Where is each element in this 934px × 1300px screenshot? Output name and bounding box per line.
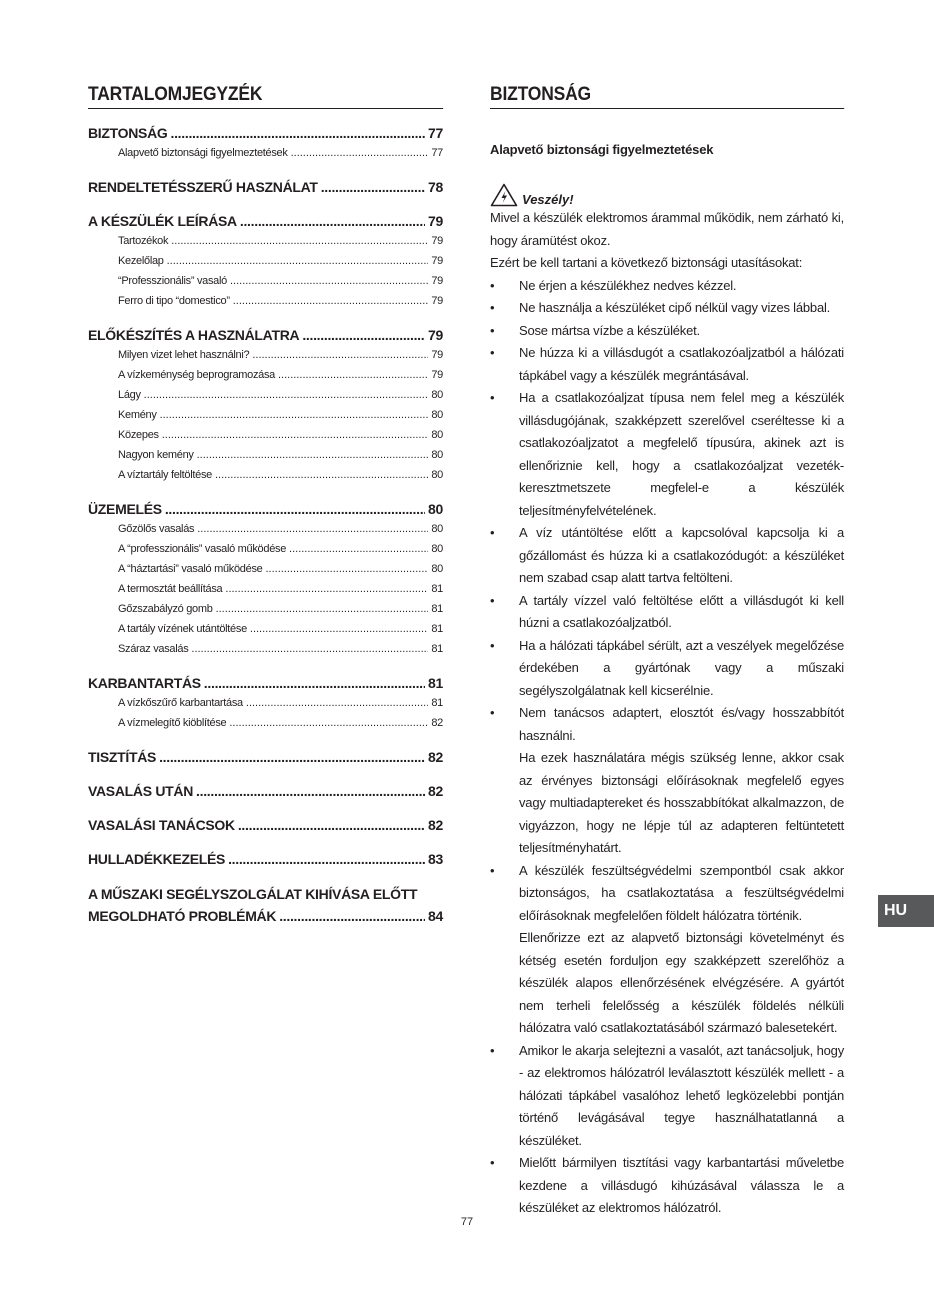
- toc-subentry-label: A “professzionális” vasaló működése: [118, 543, 287, 555]
- safety-bullet-item: [490, 275, 844, 298]
- toc-leader-dots: [250, 619, 428, 639]
- toc-subentry-page: 80: [431, 543, 443, 555]
- toc-subentry-label: A “háztartási” vasaló működése: [118, 563, 263, 575]
- toc-subentry-page: 79: [431, 349, 443, 361]
- toc-subentry[interactable]: [118, 579, 443, 599]
- toc-subentry-page: 80: [431, 563, 443, 575]
- toc-leader-dots: [160, 405, 429, 425]
- bullet-marker: •: [490, 1155, 495, 1170]
- toc-subentry-page: 80: [431, 389, 443, 401]
- danger-header: [490, 183, 844, 207]
- bullet-text: Mielőtt bármilyen tisztítási vagy karbantartási műveletbe kezdene a villásdugó kihúzásával válassza le a készüléket az elektromos hálózatról.: [519, 1155, 844, 1215]
- bullet-marker: •: [490, 390, 495, 405]
- toc-entry-last-page: 84: [428, 908, 443, 924]
- toc-group: [88, 123, 443, 163]
- toc-subentry[interactable]: [118, 385, 443, 405]
- toc-subentry[interactable]: [118, 405, 443, 425]
- toc-entry[interactable]: [88, 673, 443, 693]
- bullet-marker: •: [490, 1042, 495, 1058]
- safety-bullet-list: [490, 275, 844, 1220]
- toc-entry[interactable]: [88, 325, 443, 345]
- toc-subentry-label: “Professzionális” vasaló: [118, 275, 227, 287]
- bullet-extra-text: Ellenőrizze ezt az alapvető biztonsági követelményt és kétség esetén forduljon egy szakképzett szerelőhöz a készülék alapos ellenőrzésének elvégzésére. A gyártót nem terheli felelősség a készülék földelés nélküli hálózatra való csatlakoztatásából származó balesetekért.: [519, 930, 844, 1035]
- toc-subentry-label: A termosztát beállítása: [118, 583, 223, 595]
- toc-leader-dots: [302, 325, 425, 345]
- toc-entry[interactable]: [88, 123, 443, 143]
- bullet-extra-text: Ha ezek használatára mégis szükség lenne, akkor csak az érvényes biztonsági előírásoknak megfelelő egyes vagy multiadaptereket és hosszabbítókat alkalmazzon, de vigyázzon, hogy ne lépje túl az adapteren feltüntetett teljesítményhatárt.: [519, 750, 844, 855]
- toc-subentry-page: 79: [431, 235, 443, 247]
- toc-entry-title: KARBANTARTÁS: [88, 675, 201, 691]
- toc-leader-dots: [216, 599, 429, 619]
- toc-subentry-label: Gőzölős vasalás: [118, 523, 195, 535]
- toc-subentry-page: 80: [431, 469, 443, 481]
- toc-entry-title: BIZTONSÁG: [88, 125, 168, 141]
- toc-subentry-label: Kezelőlap: [118, 255, 164, 267]
- warning-triangle-icon: [490, 183, 518, 207]
- safety-bullet-item: [490, 860, 844, 1040]
- toc-leader-dots: [144, 385, 429, 405]
- toc-leader-dots: [167, 251, 429, 271]
- intro-paragraph-1: Mivel a készülék elektromos árammal működik, nem zárható ki, hogy áramütést okoz.: [490, 210, 844, 248]
- toc-leader-dots: [278, 365, 428, 385]
- toc-subentry-label: A tartály vízének utántöltése: [118, 623, 247, 635]
- toc-entry[interactable]: [88, 211, 443, 231]
- toc-leader-dots: [321, 177, 425, 197]
- toc-group: [88, 673, 443, 733]
- toc-subentry-page: 79: [431, 275, 443, 287]
- toc-leader-dots: [238, 815, 425, 835]
- bullet-marker: •: [490, 592, 495, 608]
- toc-subentry-label: Száraz vasalás: [118, 643, 189, 655]
- toc-subentry-page: 81: [431, 603, 443, 615]
- toc-leader-dots: [265, 559, 428, 579]
- bullet-marker: •: [490, 705, 495, 720]
- toc-subentry-page: 79: [431, 255, 443, 267]
- toc-subentry-label: Gőzszabályzó gomb: [118, 603, 213, 615]
- toc-leader-dots: [229, 713, 428, 733]
- toc-entry-page: 82: [428, 749, 443, 765]
- toc-leader-dots: [165, 499, 425, 519]
- toc-entry-title: TISZTÍTÁS: [88, 749, 157, 765]
- toc-subentry[interactable]: [118, 271, 443, 291]
- toc-entry-page: 80: [428, 501, 443, 517]
- safety-bullet-item: [490, 522, 844, 590]
- toc-subentry-page: 77: [431, 147, 443, 159]
- toc-subentry-page: 80: [431, 523, 443, 535]
- bullet-marker: •: [490, 277, 495, 293]
- bullet-marker: •: [490, 525, 495, 540]
- toc-group: [88, 815, 443, 835]
- toc-entry-title: HULLADÉKKEZELÉS: [88, 851, 226, 867]
- bullet-text: Ne használja a készüléket cipő nélkül vagy vizes lábbal.: [519, 300, 831, 315]
- toc-entry-title: VASALÁSI TANÁCSOK: [88, 817, 235, 833]
- toc-leader-dots: [171, 231, 428, 251]
- toc-leader-dots: [233, 291, 429, 311]
- toc-column: [88, 84, 443, 927]
- safety-bullet-item: [490, 1152, 844, 1220]
- toc-entry-last-line2: MEGOLDHATÓ PROBLÉMÁK: [88, 908, 277, 924]
- toc-subentry[interactable]: [118, 713, 443, 733]
- safety-bullet-item: [490, 320, 844, 343]
- safety-bullet-item: [490, 590, 844, 635]
- toc-leader-dots: [215, 465, 428, 485]
- toc-subentry-label: Milyen vizet lehet használni?: [118, 349, 250, 361]
- toc-group: [88, 211, 443, 311]
- toc-title: TARTALOMJEGYZÉK: [88, 84, 443, 109]
- bullet-text: Ha a hálózati tápkábel sérült, azt a veszélyek megelőzése érdekében a gyártónak vagy a műszaki segélyszolgálatnak kell kicserélnie.: [519, 637, 844, 698]
- toc-subentry[interactable]: [118, 599, 443, 619]
- toc-group: [88, 325, 443, 485]
- toc-subentry[interactable]: [118, 231, 443, 251]
- toc-entry-title: RENDELTETÉSSZERŰ HASZNÁLAT: [88, 179, 318, 195]
- bullet-text: Nem tanácsos adaptert, elosztót és/vagy hosszabbítót használni.: [519, 705, 844, 743]
- toc-leader-dots: [291, 143, 429, 163]
- safety-bullet-item: [490, 635, 844, 703]
- toc-subentry-page: 81: [431, 623, 443, 635]
- toc-list: [88, 123, 443, 869]
- toc-subentry-page: 81: [431, 583, 443, 595]
- toc-leader-dots: [240, 211, 425, 231]
- toc-entry-last-line1: A MŰSZAKI SEGÉLYSZOLGÁLAT KIHÍVÁSA ELŐTT: [88, 886, 418, 902]
- toc-subentry[interactable]: [118, 639, 443, 659]
- toc-entry-page: 83: [428, 851, 443, 867]
- bullet-text: A víz utántöltése előtt a kapcsolóval kapcsolja ki a gőzállomást és húzza ki a csatlakozódugót: a készüléket nem szabad csap alatt tartva feltölteni.: [519, 525, 844, 585]
- toc-entry-title: ELŐKÉSZÍTÉS A HASZNÁLATRA: [88, 327, 300, 343]
- toc-subentry[interactable]: [118, 465, 443, 485]
- bullet-marker: •: [490, 345, 495, 360]
- toc-subentry-label: Kemény: [118, 409, 157, 421]
- safety-bullet-item: [490, 1040, 844, 1153]
- toc-leader-dots: [225, 579, 428, 599]
- toc-subentry-label: A víztartály feltöltése: [118, 469, 212, 481]
- safety-subheading: Alapvető biztonsági figyelmeztetések: [490, 142, 714, 157]
- toc-leader-dots: [159, 747, 425, 767]
- toc-subentry-label: Közepes: [118, 429, 159, 441]
- bullet-text: Sose mártsa vízbe a készüléket.: [519, 322, 700, 338]
- toc-subentry[interactable]: [118, 619, 443, 639]
- toc-group: [88, 849, 443, 869]
- toc-subentry-label: Nagyon kemény: [118, 449, 194, 461]
- bullet-marker: •: [490, 862, 495, 878]
- page-number: 77: [460, 1216, 474, 1228]
- toc-leader-dots: [246, 693, 428, 713]
- toc-leader-dots: [204, 673, 425, 693]
- toc-leader-dots: [162, 425, 429, 445]
- toc-group: [88, 747, 443, 767]
- toc-entry[interactable]: [88, 177, 443, 197]
- toc-group: [88, 781, 443, 801]
- bullet-marker: •: [490, 300, 495, 315]
- toc-leader-dots: [197, 519, 428, 539]
- toc-leader-dots: [197, 445, 429, 465]
- toc-subentry-label: Ferro di tipo “domestico”: [118, 295, 230, 307]
- toc-subentry[interactable]: [118, 251, 443, 271]
- toc-entry-page: 82: [428, 817, 443, 833]
- toc-entry-page: 78: [428, 179, 443, 195]
- toc-subentry-page: 82: [431, 717, 443, 729]
- toc-entry[interactable]: [88, 781, 443, 801]
- toc-entry-page: 81: [428, 675, 443, 691]
- toc-subentry-page: 81: [431, 697, 443, 709]
- toc-entry-title: A KÉSZÜLÉK LEÍRÁSA: [88, 213, 237, 229]
- toc-subentry-page: 80: [431, 449, 443, 461]
- toc-group: [88, 177, 443, 197]
- toc-entry-last[interactable]: [88, 883, 443, 927]
- toc-leader-dots: [279, 905, 425, 927]
- language-tab: HU: [878, 895, 934, 927]
- toc-subentry[interactable]: [118, 291, 443, 311]
- safety-bullet-item: [490, 702, 844, 860]
- toc-entry-page: 77: [428, 125, 443, 141]
- toc-subentry[interactable]: [118, 365, 443, 385]
- toc-subentry[interactable]: [118, 693, 443, 713]
- toc-subentry-label: A vízkőszűrő karbantartása: [118, 697, 243, 709]
- toc-leader-dots: [230, 271, 428, 291]
- toc-subentry-label: Alapvető biztonsági figyelmeztetések: [118, 147, 288, 159]
- safety-bullet-item: [490, 342, 844, 387]
- toc-subentry[interactable]: [118, 445, 443, 465]
- toc-subentry[interactable]: [118, 519, 443, 539]
- toc-leader-dots: [196, 781, 425, 801]
- intro-paragraph-2: Ezért be kell tartani a következő biztonsági utasításokat:: [490, 255, 803, 270]
- toc-subentry-label: A vízkeménység beprogramozása: [118, 369, 275, 381]
- toc-subentry-page: 80: [431, 429, 443, 441]
- toc-subentry[interactable]: [118, 143, 443, 163]
- bullet-text: A készülék feszültségvédelmi szempontból csak akkor biztonságos, ha csatlakoztatása a feszültségvédelmi előírásoknak megfelelően földelt hálózatra történik.: [519, 862, 844, 923]
- toc-subentry-page: 80: [431, 409, 443, 421]
- toc-entry-page: 79: [428, 213, 443, 229]
- toc-entry-page: 82: [428, 783, 443, 799]
- bullet-marker: •: [490, 637, 495, 653]
- toc-leader-dots: [252, 345, 428, 365]
- toc-subentry-page: 79: [431, 369, 443, 381]
- toc-subentry[interactable]: [118, 425, 443, 445]
- toc-group: [88, 499, 443, 659]
- toc-subentry-label: A vízmelegítő kiöblítése: [118, 717, 227, 729]
- safety-title: BIZTONSÁG: [490, 84, 844, 109]
- toc-leader-dots: [171, 123, 426, 143]
- bullet-marker: •: [490, 322, 495, 338]
- toc-entry-title: VASALÁS UTÁN: [88, 783, 194, 799]
- toc-entry[interactable]: [88, 849, 443, 869]
- danger-label: Veszély!: [522, 192, 574, 207]
- toc-entry-page: 79: [428, 327, 443, 343]
- bullet-text: Ha a csatlakozóaljzat típusa nem felel meg a készülék villásdugójának, szakképzett szerelővel cseréltesse ki a csatlakozóaljzatot a megfelelő típusúra, akinek azt is ellenőriznie kell, hogy a csatlakozóaljzat vezeték-keresztmetszete megfelel-e a készülék teljesítményfelvételének.: [519, 390, 844, 518]
- toc-subentry-page: 81: [431, 643, 443, 655]
- toc-subentry[interactable]: [118, 559, 443, 579]
- toc-subentry-label: Tartozékok: [118, 235, 169, 247]
- toc-entry[interactable]: [88, 499, 443, 519]
- bullet-text: Ne húzza ki a villásdugót a csatlakozóaljzatból a hálózati tápkábel vagy a készülék megrántásával.: [519, 345, 844, 383]
- toc-subentry[interactable]: [118, 539, 443, 559]
- safety-bullet-item: [490, 297, 844, 320]
- toc-leader-dots: [228, 849, 425, 869]
- safety-bullet-item: [490, 387, 844, 522]
- toc-subentry-page: 79: [431, 295, 443, 307]
- toc-entry-title: ÜZEMELÉS: [88, 501, 162, 517]
- bullet-text: A tartály vízzel való feltöltése előtt a villásdugót ki kell húzni a csatlakozóaljzatból.: [519, 592, 844, 630]
- toc-leader-dots: [191, 639, 428, 659]
- toc-subentry-label: Lágy: [118, 389, 141, 401]
- toc-entry[interactable]: [88, 747, 443, 767]
- toc-leader-dots: [289, 539, 428, 559]
- bullet-text: Ne érjen a készülékhez nedves kézzel.: [519, 277, 737, 293]
- toc-subentry[interactable]: [118, 345, 443, 365]
- bullet-text: Amikor le akarja selejtezni a vasalót, azt tanácsoljuk, hogy - az elektromos hálózatról leválasztott készülék mellett - a hálózati tápkábel vasalóhoz lehető legközelebbi pontján történő levágásával tegye használhatatlanná a készüléket.: [519, 1042, 844, 1148]
- safety-column: [490, 84, 844, 1220]
- toc-entry[interactable]: [88, 815, 443, 835]
